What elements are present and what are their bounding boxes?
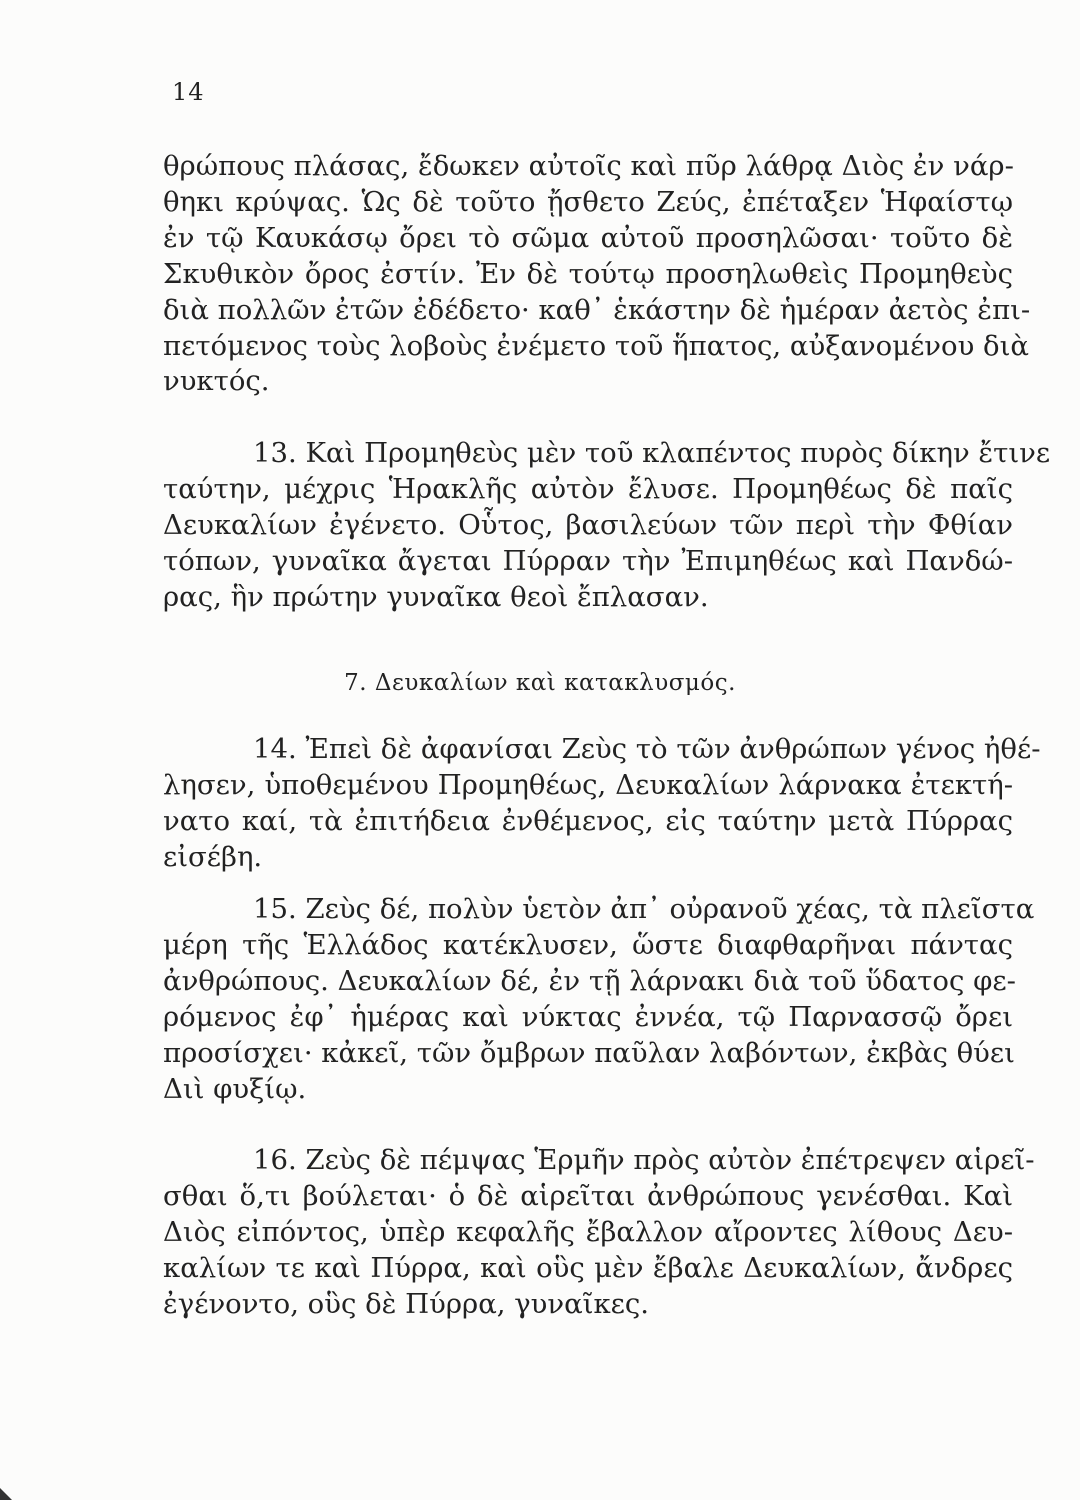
paragraph-12-continuation (163, 149, 1031, 400)
paragraph-13 (163, 436, 1051, 616)
text-line: ἐν τῷ Καυκάσῳ ὄρει τὸ σῶμα αὐτοῦ προσηλῶσαι· τοῦτο δὲ (163, 221, 1013, 254)
text-line: εἰσέβη. (163, 840, 263, 873)
text-line: νυκτός. (163, 365, 270, 398)
text-line: 13. Καὶ Προμηθεὺς μὲν τοῦ κλαπέντος πυρὸς δίκην ἔτινε (253, 437, 1051, 469)
text-line: προσίσχει· κἀκεῖ, τῶν ὄμβρων παῦλαν λαβόντων, ἐκβὰς θύει (163, 1036, 1015, 1069)
page-number: 14 (172, 78, 205, 106)
scan-corner-mark (0, 1488, 12, 1500)
text-line: μέρη τῆς Ἑλλάδος κατέκλυσεν, ὥστε διαφθαρῆναι πάντας (163, 928, 1013, 961)
text-line: 14. Ἐπεὶ δὲ ἀφανίσαι Ζεὺς τὸ τῶν ἀνθρώπων γένος ἠθέ- (253, 733, 1041, 765)
paragraph-14 (163, 732, 1041, 876)
text-line: Σκυθικὸν ὄρος ἐστίν. Ἐν δὲ τούτῳ προσηλωθεὶς Προμηθεὺς (163, 257, 1013, 290)
text-line: Διὸς εἰπόντος, ὑπὲρ κεφαλῆς ἔβαλλον αἴροντες λίθους Δευ- (163, 1215, 1013, 1248)
text-line: σθαι ὅ,τι βούλεται· ὁ δὲ αἱρεῖται ἀνθρώπους γενέσθαι. Καὶ (163, 1179, 1013, 1212)
text-line: διὰ πολλῶν ἐτῶν ἐδέδετο· καθ᾿ ἑκάστην δὲ ἡμέραν ἀετὸς ἐπι- (163, 293, 1031, 326)
text-line: νατο καί, τὰ ἐπιτήδεια ἐνθέμενος, εἰς ταύτην μετὰ Πύρρας (163, 804, 1013, 837)
text-line: Δευκαλίων ἐγένετο. Οὗτος, βασιλεύων τῶν περὶ τὴν Φθίαν (163, 508, 1013, 541)
text-line: Διὶ φυξίῳ. (163, 1072, 307, 1105)
text-line: τόπων, γυναῖκα ἄγεται Πύρραν τὴν Ἐπιμηθέως καὶ Πανδώ- (163, 544, 1013, 577)
section-heading: 7. Δευκαλίων καὶ κατακλυσμός. (344, 670, 736, 696)
text-line: ρας, ἣν πρώτην γυναῖκα θεοὶ ἔπλασαν. (163, 580, 709, 613)
text-line: ταύτην, μέχρις Ἡρακλῆς αὐτὸν ἔλυσε. Προμηθέως δὲ παῖς (163, 472, 1013, 505)
text-line: ρόμενος ἐφ᾿ ἡμέρας καὶ νύκτας ἐννέα, τῷ Παρνασσῷ ὄρει (163, 1000, 1013, 1033)
text-line: θηκι κρύψας. Ὡς δὲ τοῦτο ᾔσθετο Ζεύς, ἐπέταξεν Ἡφαίστῳ (163, 185, 1013, 218)
text-line: πετόμενος τοὺς λοβοὺς ἐνέμετο τοῦ ἥπατος, αὐξανομένου διὰ (163, 329, 1029, 362)
text-line: καλίων τε καὶ Πύρρα, καὶ οὓς μὲν ἔβαλε Δευκαλίων, ἄνδρες (163, 1251, 1013, 1284)
paragraph-15 (163, 892, 1035, 1107)
text-line: 16. Ζεὺς δὲ πέμψας Ἑρμῆν πρὸς αὐτὸν ἐπέτρεψεν αἱρεῖ- (253, 1144, 1035, 1176)
text-line: θρώπους πλάσας, ἔδωκεν αὐτοῖς καὶ πῦρ λάθρᾳ Διὸς ἐν νάρ- (163, 150, 1014, 182)
text-line: ἀνθρώπους. Δευκαλίων δέ, ἐν τῇ λάρνακι διὰ τοῦ ὕδατος φε- (163, 964, 1016, 997)
paragraph-16 (163, 1143, 1035, 1323)
text-line: 15. Ζεὺς δέ, πολὺν ὑετὸν ἀπ᾿ οὐρανοῦ χέας, τὰ πλεῖστα (253, 893, 1035, 925)
text-line: λησεν, ὑποθεμένου Προμηθέως, Δευκαλίων λάρνακα ἐτεκτή- (163, 768, 1013, 801)
text-line: ἐγένοντο, οὓς δὲ Πύρρα, γυναῖκες. (163, 1287, 650, 1320)
